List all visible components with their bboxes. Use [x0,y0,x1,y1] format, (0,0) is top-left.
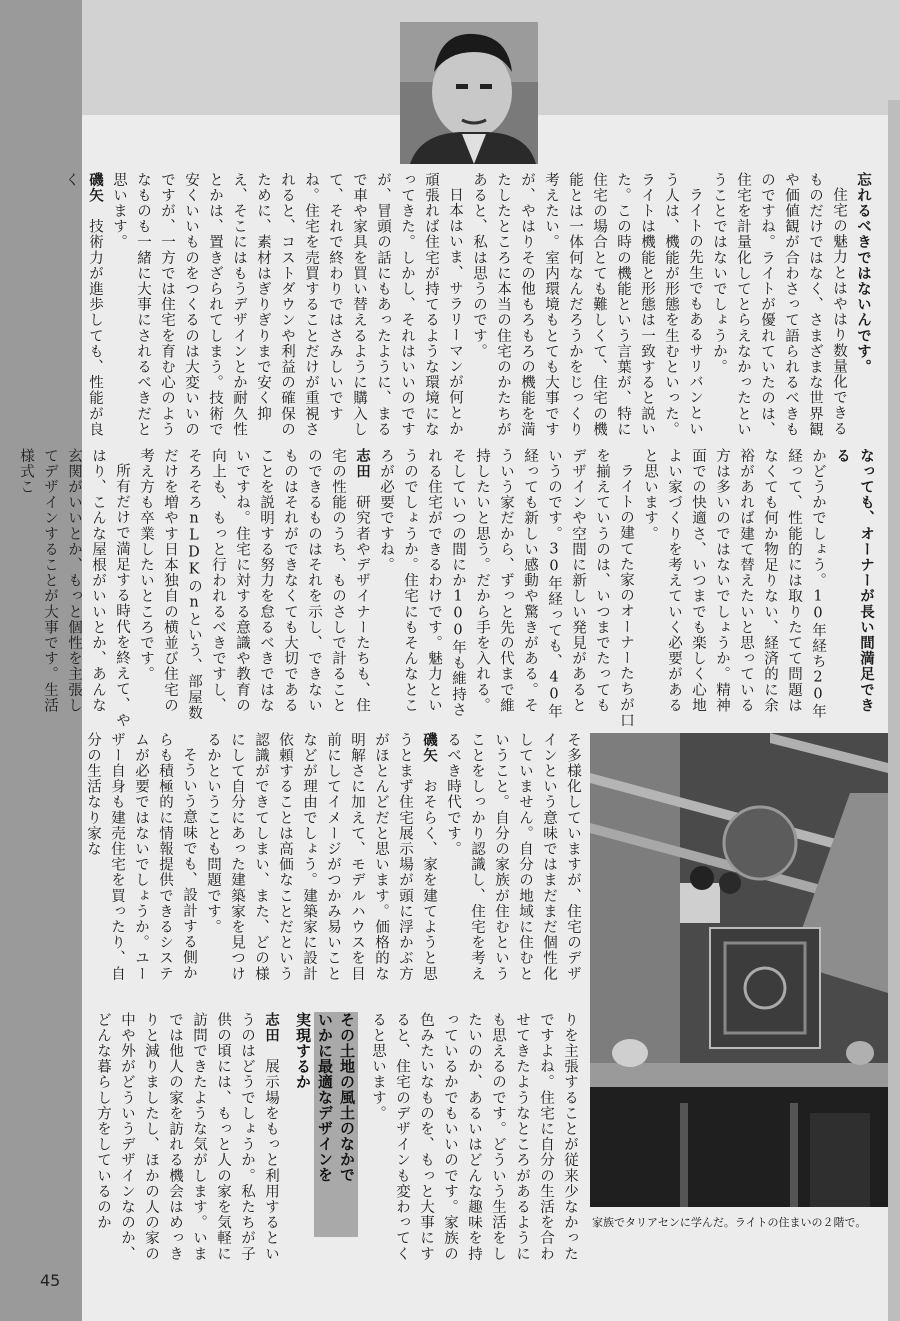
heading-line: 実現するか [294,1012,312,1090]
paragraph: 所有だけで満足する時代を終えて、やはり、こんな屋根がいいとか、あんな玄関がいいとか、もっと個性を主張してデザインすることが大事です。生活様式こ [18,448,130,728]
paragraph-text: 研究者やデザイナーたちも、住宅の性能のうち、ものさしで計ることのできるものはそれを示し、できないものはそれができなくても大切であることを説明する努力を怠るべきではないですね。住宅に対する意識や教育の向上も、もっと行われるべきですし、そろそろnLDKのnという、部屋数だけを増やす日本独自の横並び住宅の考え方も卒業したいところです。 [138,448,370,721]
paragraph [59,172,107,440]
article-column-bottom-right [372,1012,582,1264]
page-edge-shadow [888,100,900,1321]
family-photo-taliesin [590,733,888,1207]
speaker-name: 磯矢 [87,172,103,204]
article-column-mid-right [18,448,878,728]
lead-sentence: 忘れるべきではないんです。 [855,172,871,375]
speaker-name: 志田 [354,448,370,480]
paragraph: かどうかでしょう。10年経ち20年経って、性能的には取りたてて問題はなくても何か物足りない、経済的に余裕があれば建て替えたいと思っている方は多いのではないでしょうか。精神面での快適さ、いつまでも楽しく心地よい家づくりを考えていく必要があると思います。 [642,448,826,720]
paragraph: 住宅の魅力とはやはり数量化できるものだけではなく、さまざまな世界観や価値観が合わさって語られるべきものですね。ライトが優れていたのは、住宅を計量化してとらえなかったということではないでしょうか。 [711,172,847,438]
speaker-name: 志田 [263,1012,279,1044]
lead-sentence: なっても、オーナーが長い間満足できる [834,448,874,714]
paragraph [91,1012,283,1264]
heading-line: いかに最適なデザインを [314,1012,336,1237]
paragraph: ライトの先生でもあるサリバンという人は、機能が形態を生むといった。ライトは機能と形態は一致すると説いた。この時の機能という言葉が、特に住宅の場合とても難しくて、住宅の機能とは一体何なんだろうかをじっくり考えたい。室内環境もとても大事ですが、やはりその他もろもろの機能を満たしたところに本当の住宅のかたちがあると、私は思うのです。 [471,172,703,438]
page-number: 45 [40,1271,61,1290]
paragraph: りを主張することが従来少なかったですよね。住宅に自分の生活を合わせてきたようなところがあるようにも思えるのです。どういう生活をしたいのか、あるいはどんな趣味を持っているかでもいいのです。家族の色みたいなものを、もっと大事にすると、住宅のデザインも変わってくると思います。 [370,1012,578,1262]
section-heading [288,1012,358,1237]
paragraph [134,448,374,728]
photo-caption: 家族でタリアセンに学んだ。ライトの住まいの２階で。 [592,1216,867,1229]
paragraph: そ多様化していますが、住宅のデザインという意味ではまだまだ個性化していません。自分の地域に住むということ。自分の家族が住むということをしっかり認識し、住宅を考えるべき時代です。 [445,732,581,982]
article-column-bottom-left [95,1012,283,1264]
paragraph-text: おそらく、家を建てようと思うとまず住宅展示場が頭に浮かぶ方がほとんどだと思います。価格的な明解さに加えて、モデルハウスを目前にしてイメージがつかみ易いことなどが理由でしょう。建築家に設計依頼することは高価なことだという認識ができてしまい、また、どの様にして自分にあった建築家を見つけるかということも問題です。 [205,732,437,982]
paragraph: そういう意味でも、設計する側からも積極的に情報提供できるシステムが必要ではないでしょうか。ユーザー自身も建売住宅を買ったり、自分の生活なり家な [85,732,197,982]
article-column-mid [85,732,585,992]
paragraph [201,732,441,992]
speaker-name: 磯矢 [421,732,437,764]
heading-line: その土地の風土のなかで [336,1012,358,1237]
speaker-portrait-photo [400,22,538,164]
paragraph: 日本はいま、サラリーマンが何とか頑張れば住宅が持てるような環境になってきた。しかし、それはいいのですが、冒頭の話にもあったように、まるで車や家具を買い替えるように購入して、それで終わりではさみしいですね。住宅を売買することだけが重視されると、コストダウンや利益の確保のために、素材はぎりぎりまで安く抑え、そこにはもうデザインとか耐久性とかは、置きざられてしまう。技術で安くいいものをつくるのは大変いいのですが、一方では住宅を育む心のようなものも一緒に大事にされるべきだと思います。 [111,172,463,438]
paragraph: ライトの建てた家のオーナーたちが口を揃えていうのは、いつまでたってもデザインや空間に新しい発見があるというのです。30年経っても、40年経っても新しい感動や驚きがある。そういう家だから、ずっと先の代まで維持したいと思う。だから手を入れる。そしていつの間にか100年も維持される住宅ができるわけです。魅力というのでしょうか。住宅にもそんなところが必要ですね。 [378,448,634,728]
paragraph-text: 展示場をもっと利用するというのはどうでしょうか。私たちが子供の頃には、もっと人の家を気軽に訪問できたような気がします。いまでは他人の家を訪れる機会はめっきりと減りましたし、ほかの人の家の中や外がどういうデザインなのか、どんな暮らし方をしているのか [95,1012,279,1262]
paragraph-text: 技術力が進歩しても、性能が良く [63,172,103,438]
article-column-top-right [63,172,875,440]
